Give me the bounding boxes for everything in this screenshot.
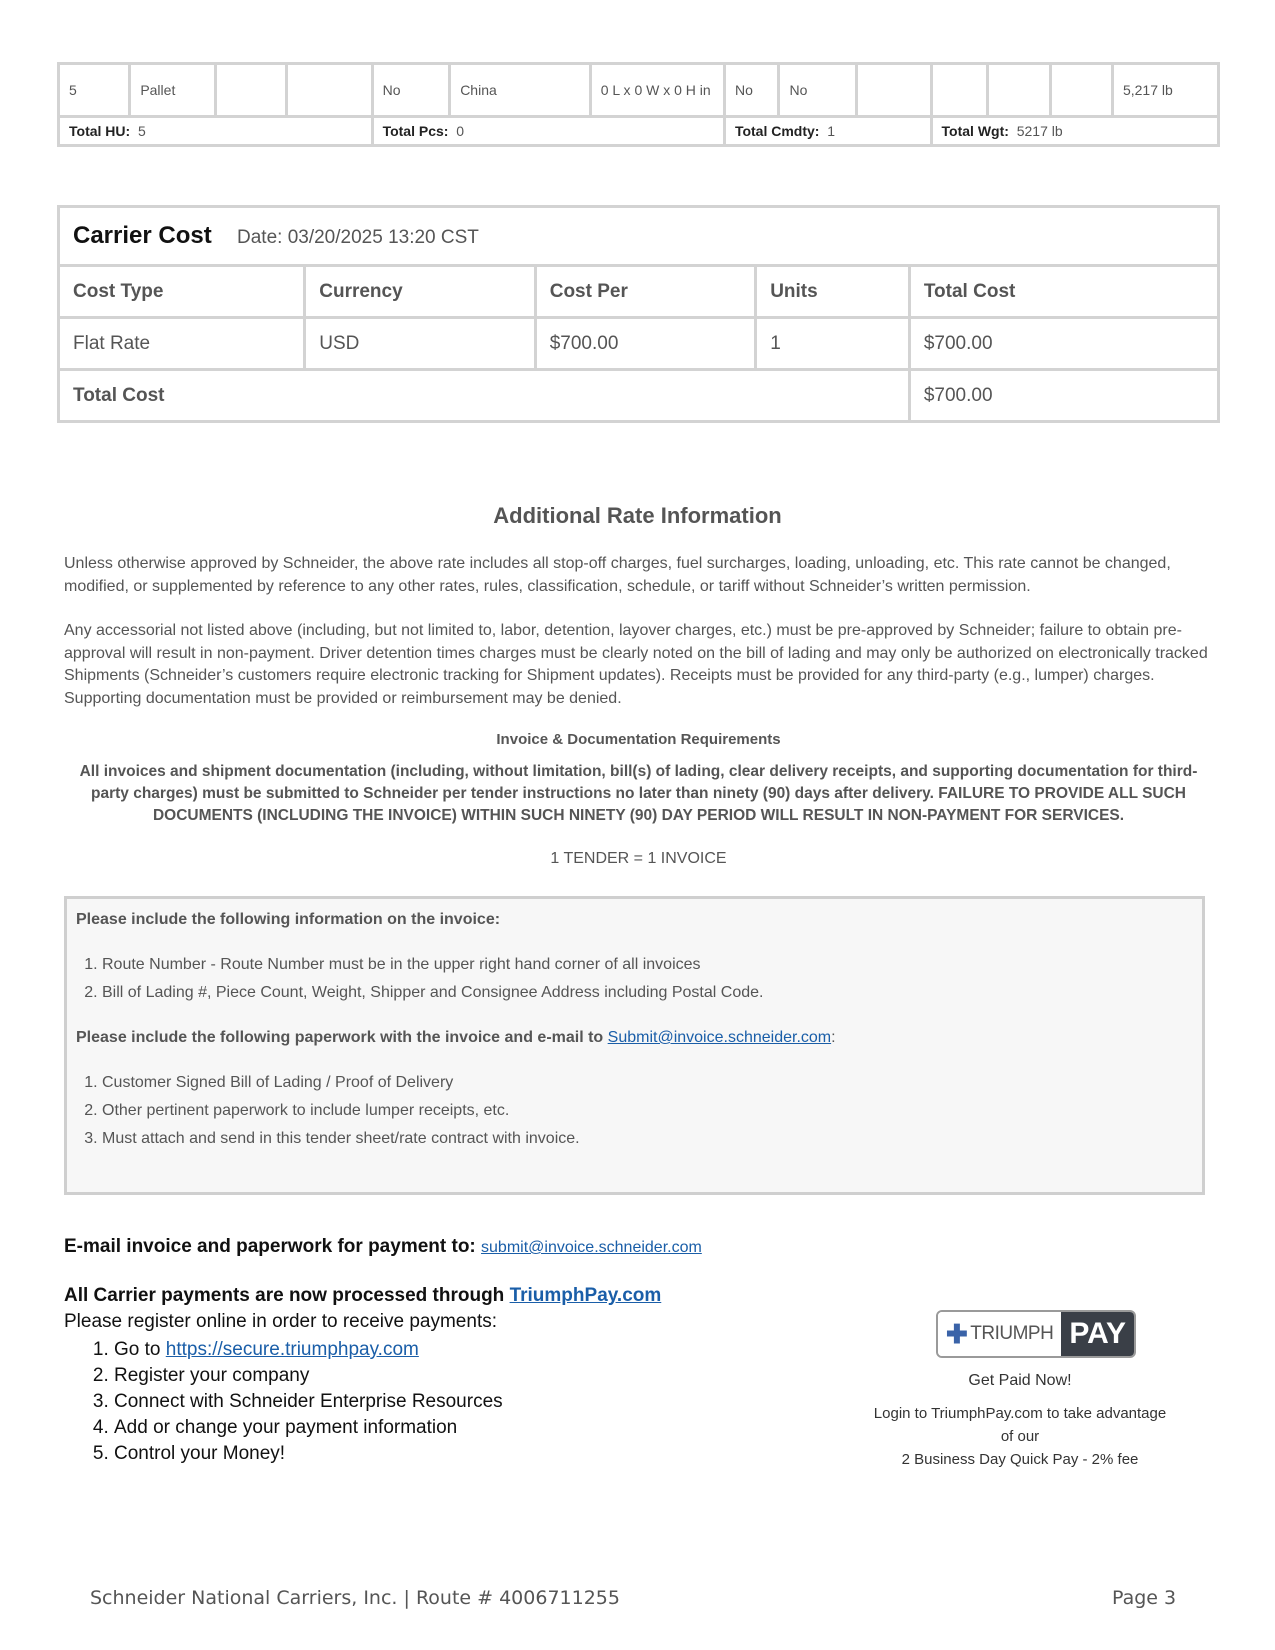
triumphpay-logo xyxy=(870,1310,1170,1471)
list-item: 2. Register your company xyxy=(114,1363,503,1389)
carrier-cost-date: Date: 03/20/2025 13:20 CST xyxy=(237,227,479,248)
list-item: 4. Add or change your payment information xyxy=(114,1415,503,1441)
carrier-cost-title: Carrier Cost xyxy=(73,222,212,249)
cost-row xyxy=(59,318,1219,370)
triumphpay-link[interactable]: TriumphPay.com xyxy=(509,1285,662,1306)
carrier-cost-table xyxy=(57,205,1220,423)
paperwork-heading: Please include the following paperwork with the invoice and e-mail to Submit@invoice.schneider.com: xyxy=(76,1029,836,1046)
rate-info-para-2: Any accessorial not listed above (including, but not limited to, labor, detention, layover charges, etc.) must be pre-approved by Schneider; failure to obtain pre-approval will result in non-payment. Driver detention times charges must be clearly noted on the bill of lading and may only be authorized on electronically tracked Shipments (Schneider’s customers require electronic tracking for Shipment updates). Receipts must be provided for any third-party (e.g., lumper) charges. Supporting documentation must be provided or reimbursement may be denied. xyxy=(64,622,1208,707)
list-item: 1. Go to https://secure.triumphpay.com xyxy=(114,1337,503,1363)
col-total-cost: Total Cost xyxy=(909,266,1218,318)
list-item: 3. Connect with Schneider Enterprise Resources xyxy=(114,1389,503,1415)
freight-turn: No xyxy=(779,64,857,117)
invoice-info-box xyxy=(64,896,1205,1195)
col-cost-type: Cost Type xyxy=(59,266,305,318)
tender-note: 1 TENDER = 1 INVOICE xyxy=(550,850,727,867)
cross-icon: ✚ xyxy=(945,1318,968,1349)
freight-totals-row xyxy=(59,117,1219,146)
cost-units: 1 xyxy=(756,318,910,370)
col-currency: Currency xyxy=(305,266,535,318)
freight-cell xyxy=(857,64,931,117)
footer-left: Schneider National Carriers, Inc. | Route # 4006711255 xyxy=(90,1587,620,1609)
invoice-info-list xyxy=(76,951,1193,1007)
freight-table xyxy=(57,62,1220,147)
freight-cell xyxy=(988,64,1051,117)
cost-total: $700.00 xyxy=(909,318,1218,370)
freight-row xyxy=(59,64,1219,117)
list-item: 2. Other pertinent paperwork to include lumper receipts, etc. xyxy=(102,1097,1193,1125)
freight-stack: No xyxy=(724,64,779,117)
list-item: 2. Bill of Lading #, Piece Count, Weight, Shipper and Consignee Address including Postal Code. xyxy=(102,979,1193,1007)
paperwork-list xyxy=(76,1069,1193,1153)
submit-email-link[interactable]: Submit@invoice.schneider.com xyxy=(607,1029,832,1046)
list-item: 1. Route Number - Route Number must be in the upper right hand corner of all invoices xyxy=(102,951,1193,979)
freight-cell xyxy=(286,64,372,117)
cost-currency: USD xyxy=(305,318,535,370)
triumphpay-badge: ✚ TRIUMPH PAY xyxy=(936,1310,1136,1358)
freight-hu: 5 xyxy=(59,64,130,117)
cost-type: Flat Rate xyxy=(59,318,305,370)
rate-info-title: Additional Rate Information xyxy=(493,503,782,528)
triumphpay-secure-link[interactable]: https://secure.triumphpay.com xyxy=(165,1339,419,1360)
total-hu: Total HU: 5 xyxy=(59,117,373,146)
invoice-info-heading: Please include the following information on the invoice: xyxy=(76,911,501,928)
freight-origin: China xyxy=(450,64,591,117)
freight-hazmat: No xyxy=(372,64,450,117)
carrier-cost-header xyxy=(59,207,1219,266)
total-cost-label: Total Cost xyxy=(59,370,910,422)
freight-weight: 5,217 lb xyxy=(1112,64,1218,117)
list-item: 1. Customer Signed Bill of Lading / Proof of Delivery xyxy=(102,1069,1193,1097)
register-text: Please register online in order to receive payments: xyxy=(64,1311,498,1332)
invoice-requirements-title: Invoice & Documentation Requirements xyxy=(496,731,781,748)
payment-email-line: E-mail invoice and paperwork for payment to: submit@invoice.schneider.com xyxy=(64,1236,702,1257)
total-wgt: Total Wgt: 5217 lb xyxy=(931,117,1218,146)
freight-type: Pallet xyxy=(130,64,216,117)
payment-steps xyxy=(64,1337,503,1467)
logo-subtext: Login to TriumphPay.com to take advantage of our 2 Business Day Quick Pay - 2% fee xyxy=(873,1405,1167,1468)
total-pcs: Total Pcs: 0 xyxy=(372,117,724,146)
cost-header-row xyxy=(59,266,1219,318)
freight-cell xyxy=(931,64,988,117)
freight-cell xyxy=(216,64,286,117)
total-cmdty: Total Cmdty: 1 xyxy=(724,117,931,146)
payment-email-link[interactable]: submit@invoice.schneider.com xyxy=(481,1239,702,1256)
freight-cell xyxy=(1051,64,1113,117)
rate-info-para-1: Unless otherwise approved by Schneider, the above rate includes all stop-off charges, fuel surcharges, loading, unloading, etc. This rate cannot be changed, modified, or supplemented by reference to any other rates, rules, classification, schedule, or tariff without Schneider’s written permission. xyxy=(64,555,1171,595)
invoice-requirements-text: All invoices and shipment documentation (including, without limitation, bill(s) of lading, clear delivery receipts, and supporting documentation for third-party charges) must be submitted to Schneider per tender instructions no later than ninety (90) days after delivery. FAILURE TO PROVIDE ALL SUCH DOCUMENTS (INCLUDING THE INVOICE) WITHIN SUCH NINETY (90) DAY PERIOD WILL RESULT IN NON-PAYMENT FOR SERVICES. xyxy=(79,763,1198,824)
triumph-line: All Carrier payments are now processed through TriumphPay.com xyxy=(64,1285,662,1306)
list-item: 3. Must attach and send in this tender sheet/rate contract with invoice. xyxy=(102,1125,1193,1153)
cost-total-row xyxy=(59,370,1219,422)
col-cost-per: Cost Per xyxy=(535,266,755,318)
total-cost-value: $700.00 xyxy=(909,370,1218,422)
logo-tagline: Get Paid Now! xyxy=(968,1372,1072,1389)
list-item: 5. Control your Money! xyxy=(114,1441,503,1467)
footer-page-number: Page 3 xyxy=(1112,1587,1177,1609)
freight-dims: 0 L x 0 W x 0 H in xyxy=(590,64,724,117)
cost-per: $700.00 xyxy=(535,318,755,370)
col-units: Units xyxy=(756,266,910,318)
